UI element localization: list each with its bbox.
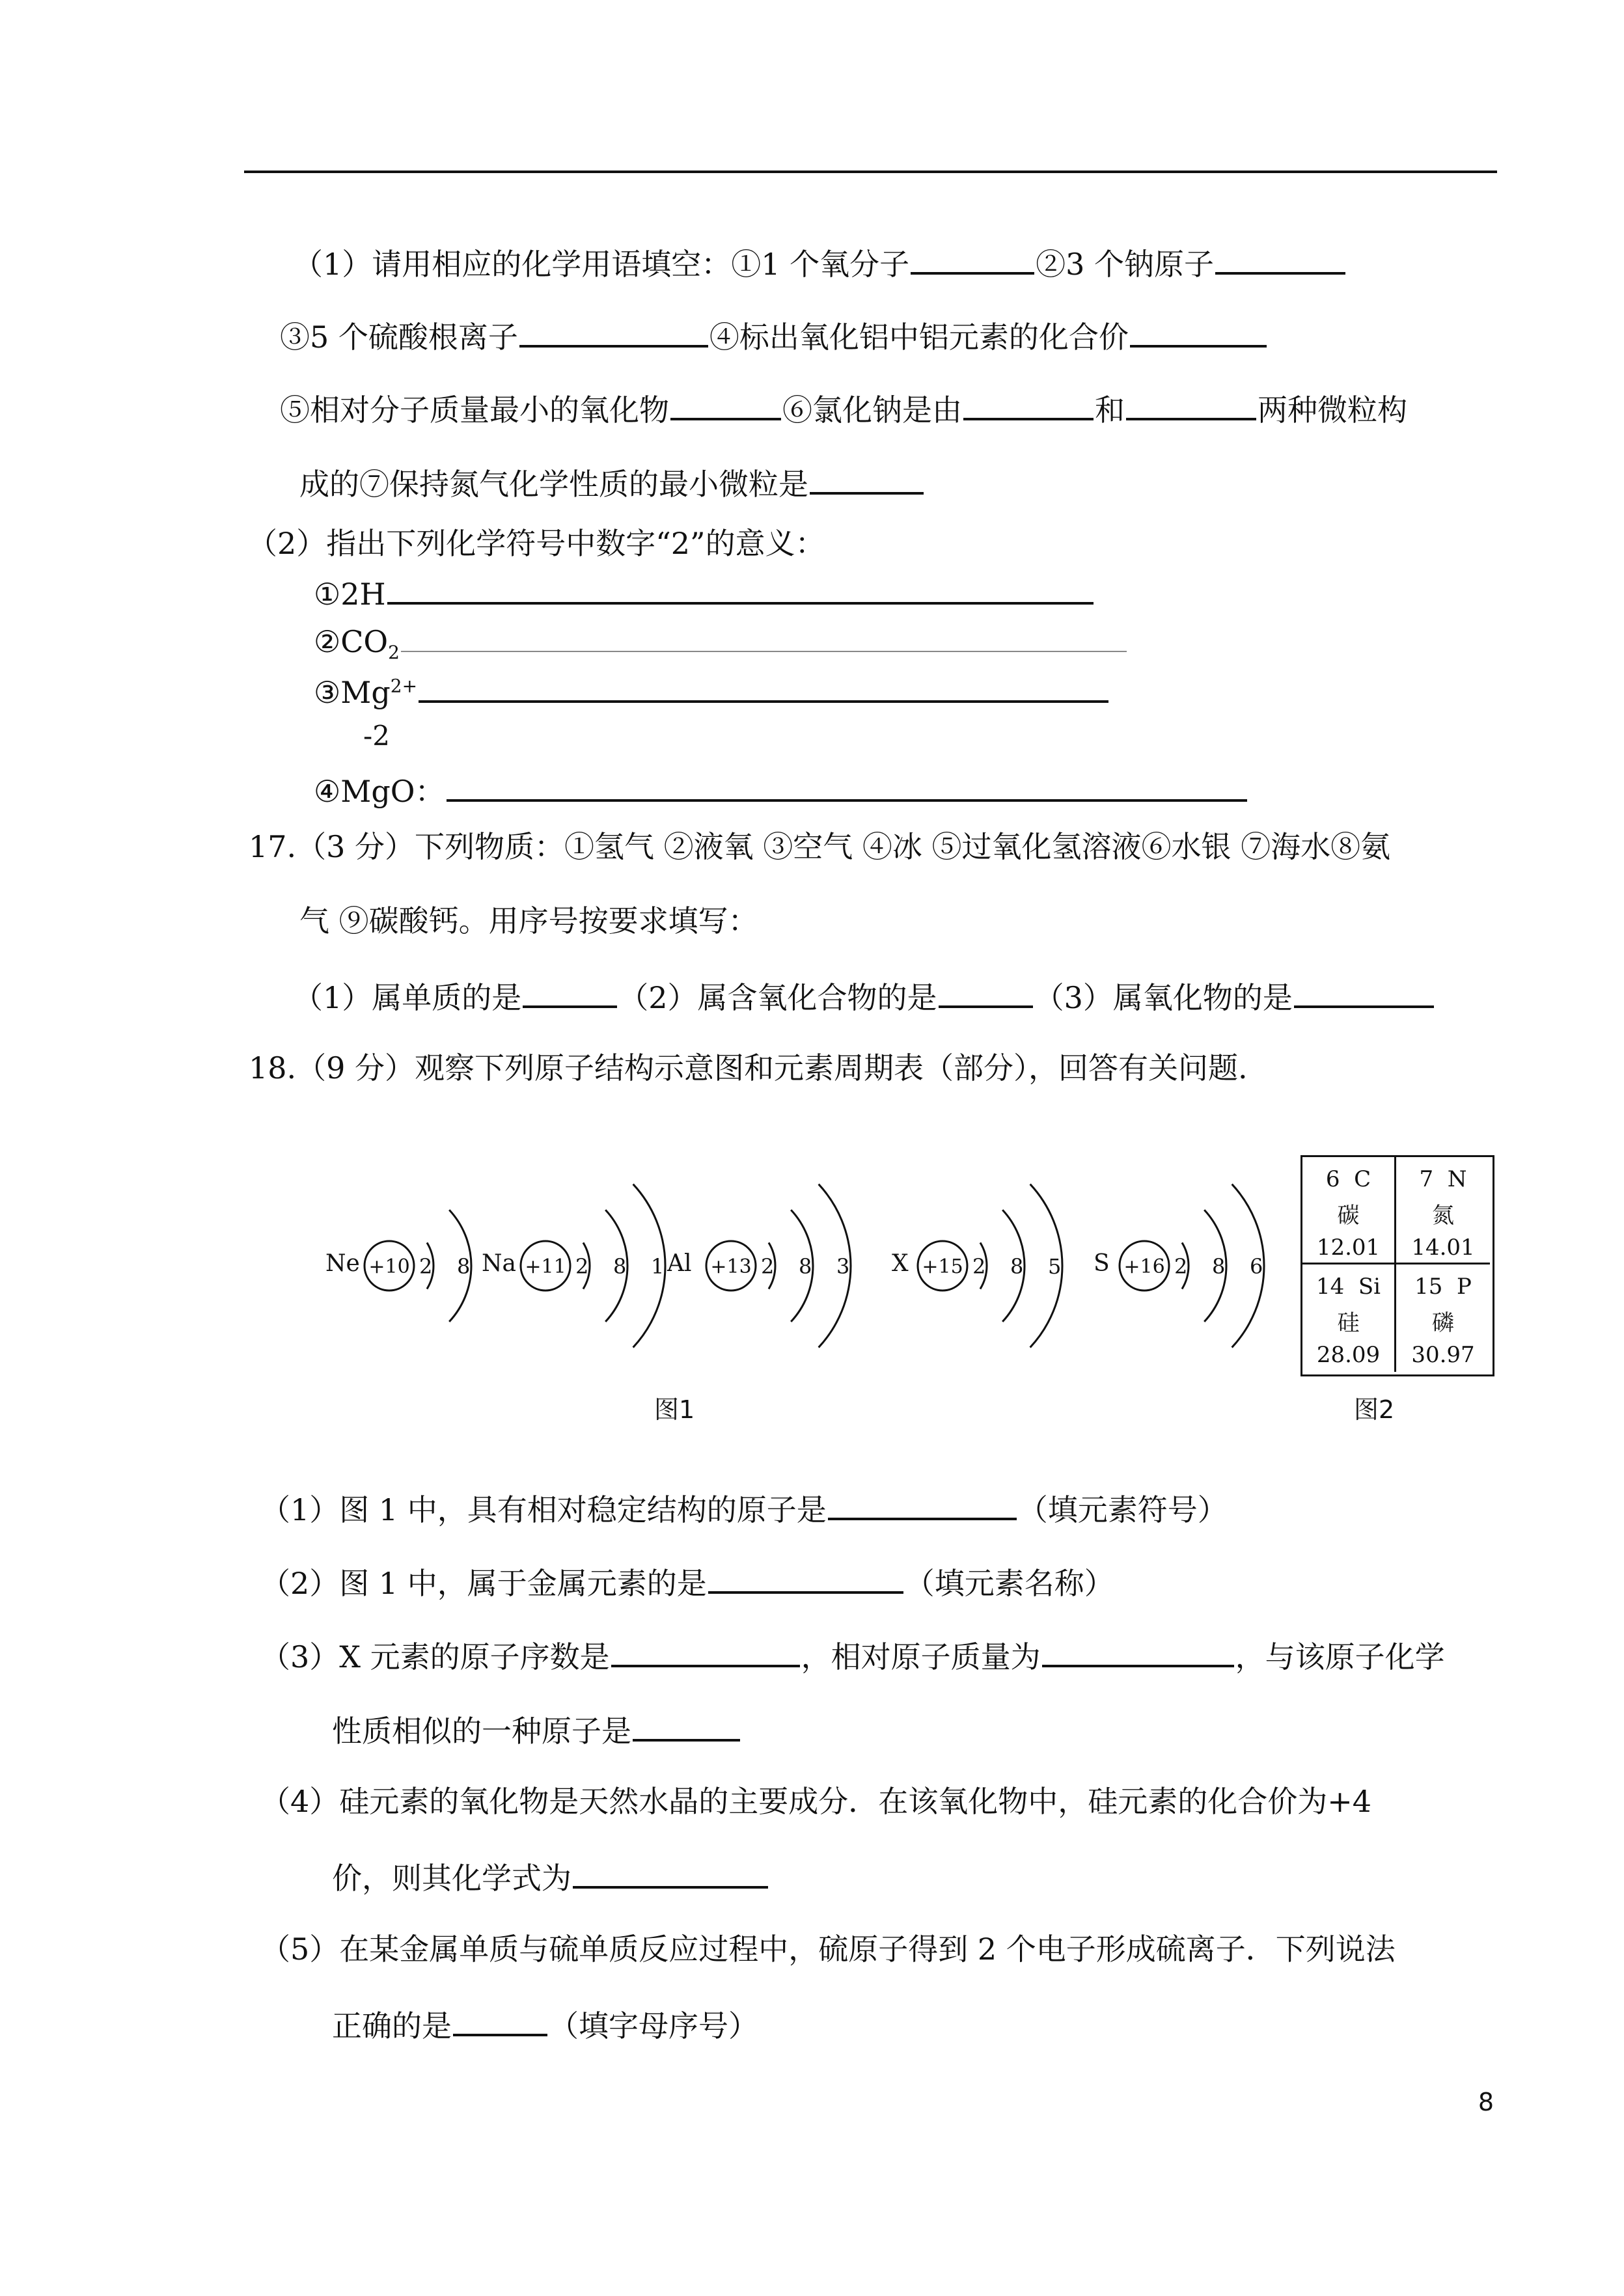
- atom-symbol: Na: [482, 1250, 516, 1277]
- q18-answer-5: （5）在某金属单质与硫单质反应过程中，硫原子得到 2 个电子形成硫离子．下列说法: [260, 1932, 1396, 1967]
- blank[interactable]: [963, 392, 1094, 420]
- element-name: 碳: [1337, 1203, 1360, 1229]
- blank[interactable]: [453, 2008, 547, 2036]
- nucleus-charge: +13: [710, 1255, 752, 1278]
- blank[interactable]: [519, 319, 708, 348]
- blank[interactable]: [1126, 392, 1256, 420]
- q18-title: 18.（9 分）观察下列原子结构示意图和元素周期表（部分），回答有关问题.: [249, 1050, 1248, 1086]
- blank[interactable]: [611, 1639, 800, 1667]
- electron-count: 1: [651, 1254, 665, 1279]
- nucleus-charge: +16: [1123, 1255, 1165, 1278]
- element-cell: [1396, 1157, 1490, 1264]
- q18-answer-3-cont: 性质相似的一种原子是: [332, 1713, 741, 1746]
- element-number-symbol: 6 C: [1325, 1166, 1371, 1192]
- element-mass: 30.97: [1411, 1342, 1475, 1368]
- blank[interactable]: [911, 246, 1034, 275]
- atom-symbol: Ne: [325, 1250, 360, 1277]
- blank[interactable]: [708, 1565, 903, 1594]
- blank[interactable]: [1042, 1639, 1234, 1667]
- electron-count: 2: [1174, 1254, 1188, 1279]
- electron-count: 5: [1048, 1254, 1062, 1279]
- blank[interactable]: [939, 979, 1033, 1008]
- q16-line-2: ③5 个硫酸根离子 ④标出氧化铝中铝元素的化合价: [280, 319, 1268, 352]
- q18-answer-3: （3）X 元素的原子序数是 ，相对原子质量为 ，与该原子化学: [260, 1639, 1445, 1674]
- electron-count: 2: [761, 1254, 775, 1279]
- blank[interactable]: [670, 392, 781, 420]
- electron-count: 8: [613, 1254, 627, 1279]
- element-name: 磷: [1432, 1310, 1454, 1336]
- periodic-table-excerpt: [1301, 1155, 1494, 1376]
- q16-item-2: $②CO_2$: [314, 625, 1128, 662]
- fig1-caption: 图1: [654, 1395, 695, 1424]
- electron-count: 2: [419, 1254, 433, 1279]
- q17-line-2: 气 ⑨碳酸钙。用序号按要求填写：: [299, 903, 758, 938]
- blank[interactable]: [633, 1713, 740, 1742]
- blank[interactable]: [1130, 319, 1267, 348]
- blank[interactable]: [401, 625, 1127, 652]
- fig2-caption: 图2: [1354, 1395, 1395, 1424]
- q16-line-3: ⑤相对分子质量最小的氧化物 ⑥氯化钠是由 和 两种微粒构: [280, 392, 1407, 428]
- electron-count: 8: [799, 1254, 812, 1279]
- nucleus-charge: +11: [525, 1255, 566, 1278]
- element-number-symbol: 7 N: [1419, 1166, 1467, 1192]
- electron-count: 8: [1010, 1254, 1024, 1279]
- q16-line-4: 成的⑦保持氮气化学性质的最小微粒是: [299, 466, 925, 499]
- electron-count: 8: [1212, 1254, 1226, 1279]
- q16-item-1: ①2H: [314, 576, 1095, 609]
- nucleus-charge: +10: [368, 1255, 410, 1278]
- blank[interactable]: [447, 773, 1247, 802]
- page-number: 8: [1478, 2088, 1494, 2116]
- element-cell: [1396, 1264, 1490, 1372]
- atom-symbol: Al: [667, 1250, 692, 1277]
- electron-count: 6: [1250, 1254, 1263, 1279]
- blank[interactable]: [810, 466, 924, 495]
- element-name: 氮: [1432, 1203, 1454, 1229]
- element-mass: 28.09: [1316, 1342, 1381, 1368]
- q18-answer-1: （1）图 1 中，具有相对稳定结构的原子是 （填元素符号）: [260, 1492, 1228, 1527]
- blank[interactable]: [573, 1860, 768, 1889]
- electron-count: 8: [457, 1254, 471, 1279]
- electron-count: 3: [836, 1254, 850, 1279]
- blank[interactable]: [828, 1492, 1017, 1520]
- element-mass: 12.01: [1316, 1235, 1381, 1261]
- q16-item-3: $③Mg^{2+}$: [314, 674, 1110, 707]
- header-rule: [244, 171, 1497, 173]
- element-mass: 14.01: [1411, 1235, 1475, 1261]
- blank[interactable]: [1215, 246, 1345, 275]
- blank[interactable]: [387, 576, 1094, 605]
- element-cell: [1302, 1157, 1396, 1264]
- q16-item-4: ④MgO：: [314, 773, 1248, 806]
- q17-line-1: 17.（3 分）下列物质：①氢气 ②液氧 ③空气 ④冰 ⑤过氧化氢溶液⑥水银 ⑦海水⑧氨: [249, 829, 1391, 864]
- element-number-symbol: 15 P: [1414, 1274, 1472, 1300]
- element-name: 硅: [1337, 1310, 1360, 1336]
- blank[interactable]: [1294, 979, 1434, 1008]
- blank[interactable]: [419, 674, 1108, 703]
- valence-label: -2: [363, 720, 390, 752]
- q18-answer-5-cont: 正确的是 （填字母序号）: [332, 2008, 758, 2043]
- electron-count: 2: [972, 1254, 986, 1279]
- electron-count: 2: [575, 1254, 589, 1279]
- blank[interactable]: [523, 979, 617, 1008]
- nucleus-charge: +15: [922, 1255, 963, 1278]
- element-cell: [1302, 1264, 1396, 1372]
- atom-structure-diagram: [306, 1158, 1282, 1380]
- atom-symbol: X: [892, 1250, 909, 1277]
- q18-answer-2: （2）图 1 中，属于金属元素的是 （填元素名称）: [260, 1566, 1114, 1601]
- q16-line-5: （2）指出下列化学符号中数字“2”的意义：: [247, 526, 825, 561]
- q18-answer-4: （4）硅元素的氧化物是天然水晶的主要成分．在该氧化物中，硅元素的化合价为+4: [260, 1784, 1372, 1819]
- atom-symbol: S: [1094, 1250, 1110, 1277]
- element-number-symbol: 14 Si: [1315, 1274, 1381, 1300]
- q16-line-1: （1）请用相应的化学用语填空：①1 个氧分子 ②3 个钠原子: [293, 246, 1347, 279]
- q17-line-3: （1）属单质的是 （2）属含氧化合物的是 （3）属氧化物的是: [293, 979, 1435, 1013]
- q18-answer-4-cont: 价，则其化学式为: [332, 1860, 769, 1893]
